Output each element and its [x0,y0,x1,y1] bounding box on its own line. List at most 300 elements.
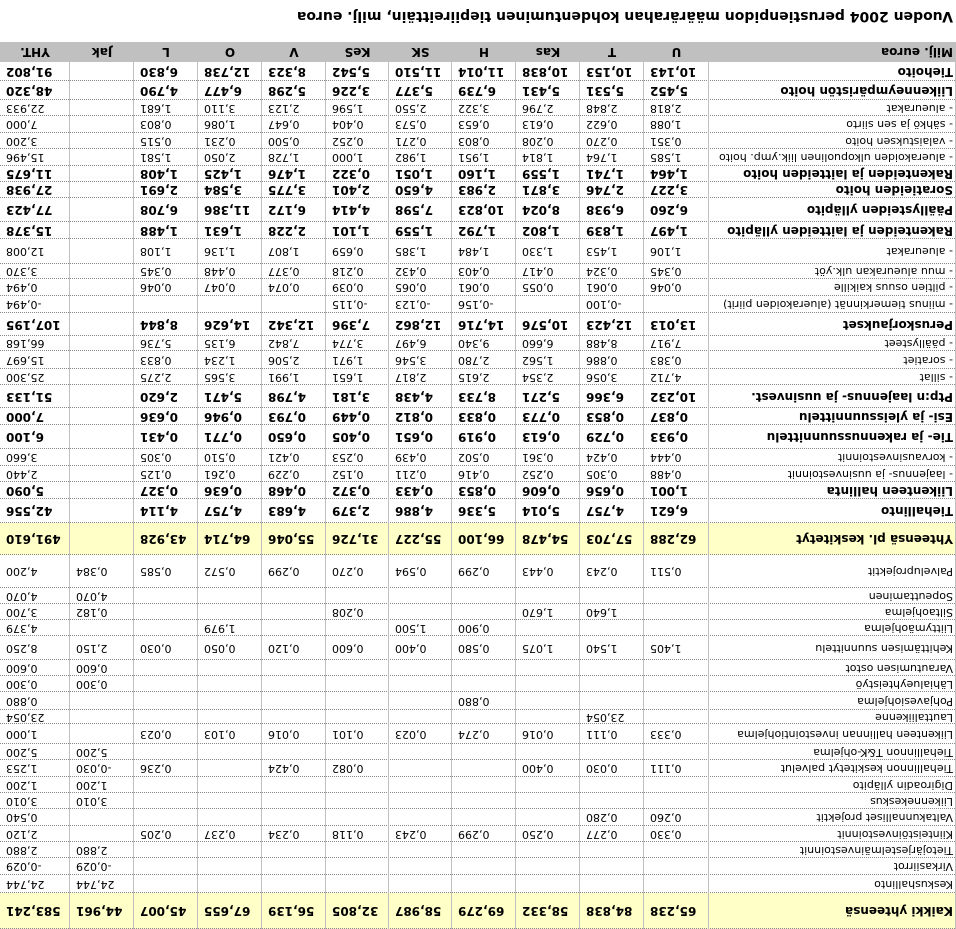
row-label: Sopeuttaminen [868,590,953,603]
table-cell: 0,111 [650,762,682,775]
table-cell: 0,205 [140,828,172,841]
table-cell: 3,200 [6,135,38,148]
table-cell: 0,468 [268,484,306,498]
table-cell: 1,540 [586,642,618,655]
table-cell: 1,971 [332,354,364,367]
row-label: - sähkö ja sen siirto [846,118,953,131]
row-label: - laajennus- ja uusinvestoinnit [787,468,953,481]
table-cell: 1,160 [458,167,496,181]
table-cell: 0,659 [332,245,364,258]
table-row [0,385,956,408]
table-cell: 0,039 [332,281,364,294]
column-header: L [162,45,170,59]
table-cell: 2,620 [140,390,178,404]
table-cell: 0,237 [204,828,236,841]
table-cell: 0,252 [522,468,554,481]
table-cell: 3,010 [76,795,108,808]
table-cell: 0,299 [268,565,300,578]
table-row [0,499,956,523]
table-cell: 0,433 [395,484,433,498]
table-cell: 15,496 [6,151,45,164]
table-cell: 2,123 [268,102,300,115]
table-cell: 55,046 [268,532,315,546]
table-row [0,809,956,826]
table-cell: 0,082 [332,762,364,775]
table-cell: 0,384 [76,565,108,578]
table-cell: 77,423 [6,203,53,217]
table-cell: 0,636 [140,410,178,424]
column-header: Kas [535,45,561,59]
table-cell: 0,515 [140,135,172,148]
table-cell: 0,443 [522,565,554,578]
table-cell: 0,274 [458,728,490,741]
table-cell: 0,351 [650,135,682,148]
table-cell: 5,377 [395,84,433,98]
table-cell: 62,288 [650,532,697,546]
column-header: O [224,45,236,59]
row-label: Esi- ja yleissuunnittelu [798,410,953,424]
table-cell: 5,271 [522,390,560,404]
table-cell: 1,425 [204,167,242,181]
table-cell: 4,650 [395,183,433,197]
table-cell: 65,238 [650,904,697,918]
table-row [0,182,956,198]
table-cell: 14,716 [458,318,505,332]
table-cell: 4,438 [395,390,433,404]
row-label: Rakenteiden ja laitteiden hoito [743,167,953,181]
table-cell: 0,260 [650,811,682,824]
table-cell: 107,195 [6,318,61,332]
table-cell: 15,697 [6,354,45,367]
table-row [0,636,956,660]
table-cell: 2,691 [140,183,178,197]
table-cell: 6,830 [140,65,178,79]
table-cell: 0,431 [140,430,178,444]
table-row [0,408,956,425]
column-header: H [478,45,490,59]
table-cell: 10,576 [522,318,569,332]
table-cell: 0,229 [268,468,300,481]
table-cell [70,499,134,523]
table-row [0,369,956,385]
row-label: Liikenteen hallinta [826,484,953,498]
table-cell: 0,771 [204,430,242,444]
table-cell: 1,497 [650,224,688,238]
table-cell [70,239,134,264]
table-cell: 2,120 [6,828,38,841]
table-row [0,777,956,793]
table-cell: 2,379 [332,504,370,518]
table-cell: 3,181 [332,390,370,404]
table-cell: 66,168 [6,337,45,350]
table-row [0,744,956,760]
table-cell: 0,047 [204,281,236,294]
table-row [0,826,956,842]
column-divider [388,42,389,929]
table-cell: 23,054 [586,711,625,724]
table-cell: 24,744 [6,878,45,891]
table-cell: 5,200 [6,746,38,759]
table-cell: 0,636 [204,484,242,498]
table-cell: 0,488 [650,468,682,481]
table-cell: 0,261 [204,468,236,481]
row-label: Soratieiden hoito [835,183,953,197]
table-cell: 54,478 [522,532,569,546]
table-row [0,449,956,466]
table-cell: 1,405 [650,642,682,655]
table-cell: 9,340 [458,337,490,350]
table-cell: 0,417 [522,265,554,278]
table-cell: 11,386 [204,203,251,217]
table-cell: 0,271 [395,135,427,148]
table-cell: 1,585 [650,151,682,164]
table-cell: 0,622 [586,118,618,131]
table-cell: 0,919 [458,430,496,444]
table-cell: 0,613 [522,118,554,131]
table-cell: 5,531 [586,84,624,98]
table-cell: 6,477 [204,84,242,98]
table-cell: 43,928 [140,532,187,546]
table-cell: 15,378 [6,224,53,238]
table-cell: 3,546 [395,354,427,367]
table-cell: 2,506 [268,354,300,367]
table-cell: 0,061 [586,281,618,294]
table-cell: 7,000 [6,118,38,131]
row-label: Keskushallinto [874,878,953,891]
table-cell: 5,471 [204,390,242,404]
table-cell: 1,681 [140,102,172,115]
table-cell: 0,377 [268,265,300,278]
table-cell: 0,023 [395,728,427,741]
table-cell: 11,510 [395,65,442,79]
table-cell: 56,139 [268,904,315,918]
table-cell: -0,494 [6,298,42,311]
table-cell: 8,844 [140,318,178,332]
table-cell: 5,452 [650,84,688,98]
table-cell: 0,280 [586,811,618,824]
table-cell: 0,118 [332,828,364,841]
table-cell: 0,383 [650,354,682,367]
table-cell: 0,101 [332,728,364,741]
table-cell: 8,250 [6,642,38,655]
row-label: - soratiet [903,354,953,367]
table-cell: 491,610 [6,532,61,546]
table-row [0,81,956,100]
row-label: Ptp:n laajennus- ja uusinvest. [751,390,953,404]
row-label: Rakenteiden ja laitteiden ylläpito [727,224,953,238]
table-cell: 0,065 [395,281,427,294]
table-cell: 0,046 [650,281,682,294]
table-cell: 0,405 [332,430,370,444]
table-cell: 0,653 [458,118,490,131]
table-cell: 7,396 [332,318,370,332]
row-label: Pohjavesiohjelma [857,695,953,708]
table-cell: 0,345 [650,265,682,278]
table-cell: 0,424 [268,762,300,775]
table-cell: 4,757 [204,504,242,518]
table-cell [70,425,134,449]
table-cell: 1,651 [332,371,364,384]
table-cell: 0,111 [586,728,618,741]
table-cell: 2,880 [76,844,108,857]
table-cell: 0,729 [586,430,624,444]
table-row [0,166,956,182]
table-cell: 5,542 [332,65,370,79]
table-row [0,63,956,81]
table-cell: 1,670 [522,606,554,619]
table-cell: 2,354 [522,371,554,384]
table-cell: 0,305 [140,451,172,464]
table-cell: 1,562 [522,354,554,367]
table-cell: 0,946 [204,410,242,424]
table-cell: 25,300 [6,371,45,384]
table-cell: 11,014 [458,65,505,79]
row-label: Siltaohjelma [884,606,953,619]
table-cell: 10,232 [650,390,697,404]
table-cell: 58,987 [395,904,442,918]
table-cell: 0,125 [140,468,172,481]
table-row [0,588,956,604]
table-cell: 0,900 [458,622,490,635]
table-cell: 0,330 [650,828,682,841]
table-cell: 0,933 [650,430,688,444]
table-row [0,149,956,166]
row-label: Varautumisen ostot [845,662,953,675]
table-row [0,676,956,692]
table-row [0,336,956,351]
table-cell: 0,305 [586,468,618,481]
row-label: Kaikki yhteensä [845,904,953,918]
row-label: - piltien osuus kaikille [833,281,953,294]
table-cell: 0,853 [458,484,496,498]
table-cell: 0,651 [395,430,433,444]
table-cell: 3,056 [586,371,618,384]
table-cell: 12,738 [204,65,251,79]
column-header: V [289,45,299,59]
row-label: Palveluprojektit [867,565,953,578]
row-label: Kiinteistöinvestoinnit [837,828,953,841]
table-cell: 7,000 [6,410,44,424]
header-row [0,42,956,62]
table-cell: 6,100 [6,430,44,444]
row-label: - alueurakat [886,102,953,115]
table-cell: 1,000 [332,151,364,164]
table-row [0,760,956,777]
table-row [0,724,956,744]
table-cell: 0,439 [395,451,427,464]
table-cell: 0,400 [395,642,427,655]
table-cell: 0,211 [395,468,427,481]
table-cell: 5,736 [140,337,172,350]
table-cell: 1,559 [395,224,433,238]
table-cell: 1,075 [522,642,554,655]
table-row [0,692,956,710]
table-cell: 1,979 [204,622,236,635]
table-row [0,555,956,588]
column-header: KeS [344,45,371,59]
table-cell: 2,150 [76,642,108,655]
row-label: Tiehallinnon T&K-ohjelma [813,746,953,759]
table-cell: -0,123 [395,298,431,311]
table-cell: 67,655 [204,904,251,918]
table-cell: 2,050 [204,151,236,164]
table-cell: 0,424 [586,451,618,464]
column-divider [451,42,452,929]
table-cell: 0,333 [650,728,682,741]
table-cell: 1,807 [268,245,300,258]
table-cell: 1,839 [586,224,624,238]
row-label: - muu alueurakan ulk.yöt [814,265,953,278]
table-cell: 1,453 [586,245,618,258]
row-label: Liikenteen hallinnan investointiohjelma [737,728,953,741]
table-cell: 0,103 [204,728,236,741]
table-cell: 2,780 [458,354,490,367]
table-cell: 0,030 [586,762,618,775]
column-divider [515,42,516,929]
column-divider [579,42,580,929]
table-cell: 7,842 [268,337,300,350]
row-label: Liittymäohjelma [864,622,953,635]
table-row [0,793,956,809]
row-label: Peruskorjaukset [842,318,953,332]
table-cell: 2,440 [6,468,38,481]
table-cell: 1,086 [204,118,236,131]
table-cell: 1,500 [395,622,427,635]
table-cell: 4,070 [76,590,108,603]
table-cell: 0,500 [268,135,300,148]
table-cell: 3,660 [6,451,38,464]
table-cell: 2,746 [586,183,624,197]
table-row [0,875,956,893]
table-cell: 24,744 [76,878,115,891]
table-cell: 1,108 [140,245,172,258]
table-cell: 45,007 [140,904,187,918]
table-cell [70,198,134,222]
row-label: Virkasiirrot [893,860,953,873]
table-cell: 0,833 [458,410,496,424]
row-label: Päällysteiden ylläpito [806,203,953,217]
table-cell: 0,322 [332,167,370,181]
table-cell: 1,476 [268,167,306,181]
table-cell: 0,606 [522,484,560,498]
table-cell: 0,231 [204,135,236,148]
table-cell: 0,270 [586,135,618,148]
table-cell: 64,714 [204,532,251,546]
table-cell: 4,798 [268,390,306,404]
table-cell: 583,241 [6,904,61,918]
table-cell: 2,401 [332,183,370,197]
table-cell: 6,366 [586,390,624,404]
table-cell: 5,298 [268,84,306,98]
table-cell: 0,600 [6,662,38,675]
column-header: U [671,45,682,59]
row-label: - alueurakat [886,245,953,258]
table-cell: 0,277 [586,828,618,841]
table-cell: 1,000 [6,728,38,741]
table-cell: 6,708 [140,203,178,217]
column-divider [708,42,709,929]
row-label: Tiehallinnon keskitetyt palvelut [780,762,953,775]
table-cell: 8,323 [268,65,306,79]
table-cell: 0,880 [458,695,490,708]
table-cell: 13,013 [650,318,697,332]
table-cell: 0,886 [586,354,618,367]
table-cell: 1,581 [140,151,172,164]
table-cell: 0,218 [332,265,364,278]
table-cell: 91,802 [6,65,53,79]
row-label: Valtakunnalliset projektit [816,811,953,824]
table-cell: 0,404 [332,118,364,131]
table-cell: 2,848 [586,102,618,115]
table-cell: 12,008 [6,245,45,258]
table-cell: 0,299 [458,828,490,841]
table-cell: 1,802 [522,224,560,238]
table-cell: 1,051 [395,167,433,181]
column-divider [261,42,262,929]
table-cell: 2,983 [458,183,496,197]
table-cell: 0,803 [458,135,490,148]
table-cell: 4,790 [140,84,178,98]
table-cell: 0,300 [6,678,38,691]
table-cell: 0,416 [458,468,490,481]
table-row [0,523,956,555]
table-cell: 5,200 [76,746,108,759]
table-cell: -0,029 [6,860,42,873]
table-cell: 2,817 [395,371,427,384]
table-cell: 6,938 [586,203,624,217]
table-cell [70,313,134,336]
table-cell: 0,432 [395,265,427,278]
table-cell: 0,421 [268,451,300,464]
table-cell: 6,739 [458,84,496,98]
table-cell: 1,136 [204,245,236,258]
table-cell: 1,792 [458,224,496,238]
table-cell: 0,055 [522,281,554,294]
row-label: - päällysteet [884,337,953,350]
table-row [0,620,956,636]
table-cell: 4,886 [395,504,433,518]
table-cell: 58,332 [522,904,569,918]
table-cell: 66,100 [458,532,505,546]
table-cell: 27,938 [6,183,53,197]
table-row [0,116,956,133]
table-row [0,893,956,929]
table-cell: 0,208 [522,135,554,148]
table-cell: 0,511 [650,565,682,578]
table-cell: 3,227 [650,183,688,197]
table-row [0,482,956,499]
row-label: - aluerakoiden ulkopuolinen liik.ymp. hoito [718,151,953,164]
row-label: Lähialueyhteistyö [855,678,953,691]
table-cell: 1,764 [586,151,618,164]
table-cell: 4,414 [332,203,370,217]
table-cell: 1,464 [650,167,688,181]
table-row [0,264,956,279]
table-cell: 0,400 [522,762,554,775]
table-cell: -0,115 [332,298,368,311]
table-cell: 2,818 [650,102,682,115]
table-cell: 6,497 [395,337,427,350]
table-cell: 6,135 [204,337,236,350]
table-row [0,198,956,222]
table-row [0,604,956,620]
table-cell: 7,598 [395,203,433,217]
row-label: Tietojärjestelmäinvestoinnit [799,844,953,857]
table-cell: 2,880 [6,844,38,857]
table-cell: 6,172 [268,203,306,217]
table-cell: 6,260 [650,203,688,217]
sheet-title: Vuoden 2004 perustienpidon määrärahan kohdentuminen tiepiireittäin, milj. euroa [296,8,953,24]
